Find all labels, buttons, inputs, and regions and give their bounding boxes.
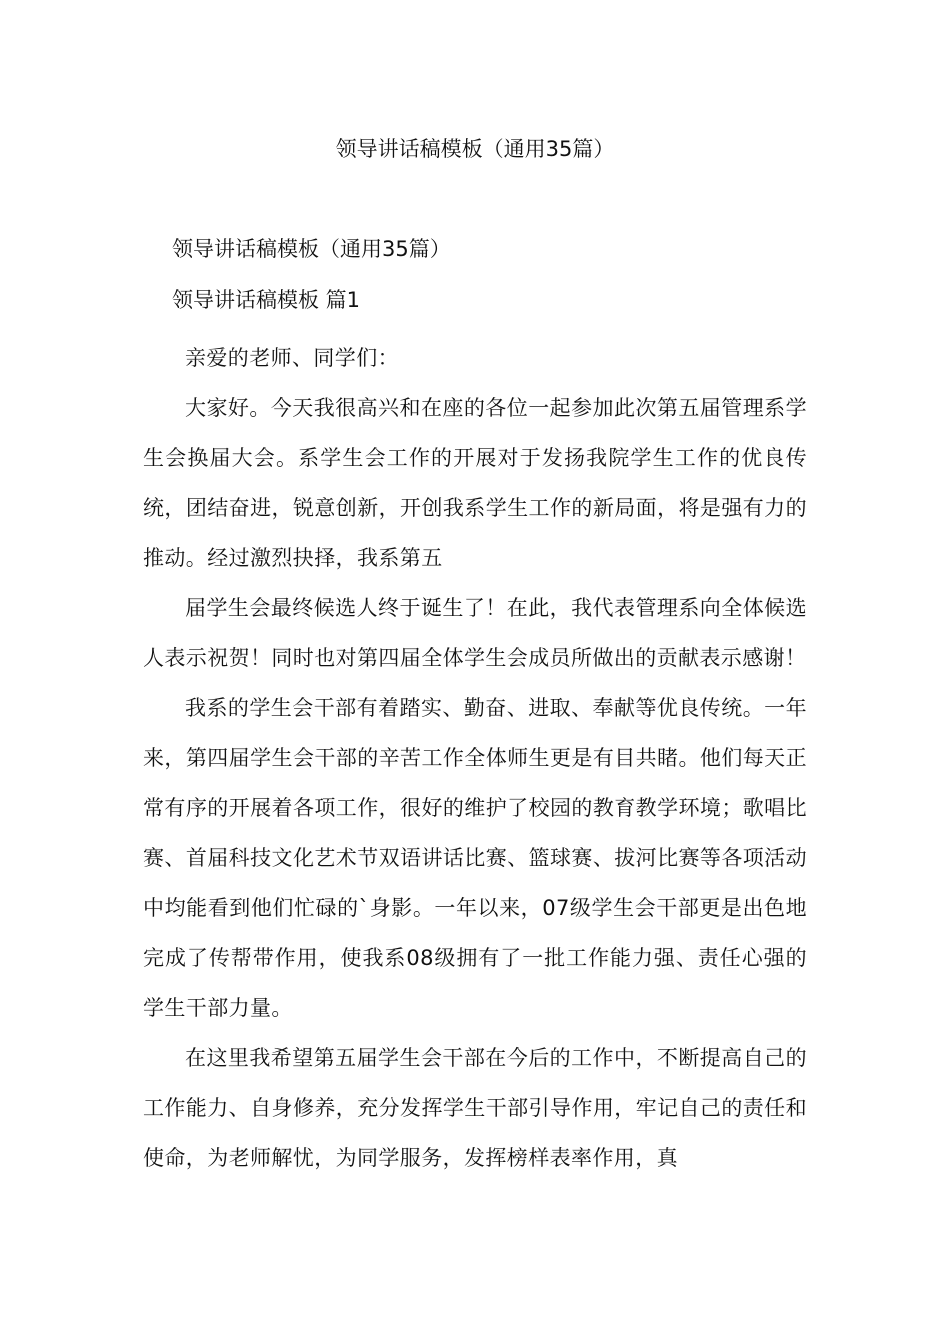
body-paragraph: 大家好。今天我很高兴和在座的各位一起参加此次第五届管理系学生会换届大会。系学生会工作的开展对于发扬我院学生工作的优良传统，团结奋进，锐意创新，开创我系学生工作的新局面，将是强有力的推动。经过激烈抉择，我系第五 [143, 396, 807, 570]
body-paragraph: 届学生会最终候选人终于诞生了！在此，我代表管理系向全体候选人表示祝贺！同时也对第四届全体学生会成员所做出的贡献表示感谢！ [143, 596, 807, 670]
section-heading: 领导讲话稿模板 篇1 [172, 288, 361, 312]
document-title: 领导讲话稿模板（通用35篇） [335, 137, 615, 161]
document-body [143, 333, 807, 1183]
greeting-paragraph: 亲爱的老师、同学们： [185, 346, 399, 370]
body-paragraph: 在这里我希望第五届学生会干部在今后的工作中，不断提高自己的工作能力、自身修养，充分发挥学生干部引导作用，牢记自己的责任和使命，为老师解忧，为同学服务，发挥榜样表率作用，真 [143, 1046, 807, 1170]
document-subtitle: 领导讲话稿模板（通用35篇） [172, 237, 451, 261]
body-paragraph: 我系的学生会干部有着踏实、勤奋、进取、奉献等优良传统。一年来，第四届学生会干部的辛苦工作全体师生更是有目共睹。他们每天正常有序的开展着各项工作，很好的维护了校园的教育教学环境；歌唱比赛、首届科技文化艺术节双语讲话比赛、篮球赛、拔河比赛等各项活动中均能看到他们忙碌的`身影。一年以来，07级学生会干部更是出色地完成了传帮带作用，使我系08级拥有了一批工作能力强、责任心强的学生干部力量。 [143, 696, 807, 1020]
